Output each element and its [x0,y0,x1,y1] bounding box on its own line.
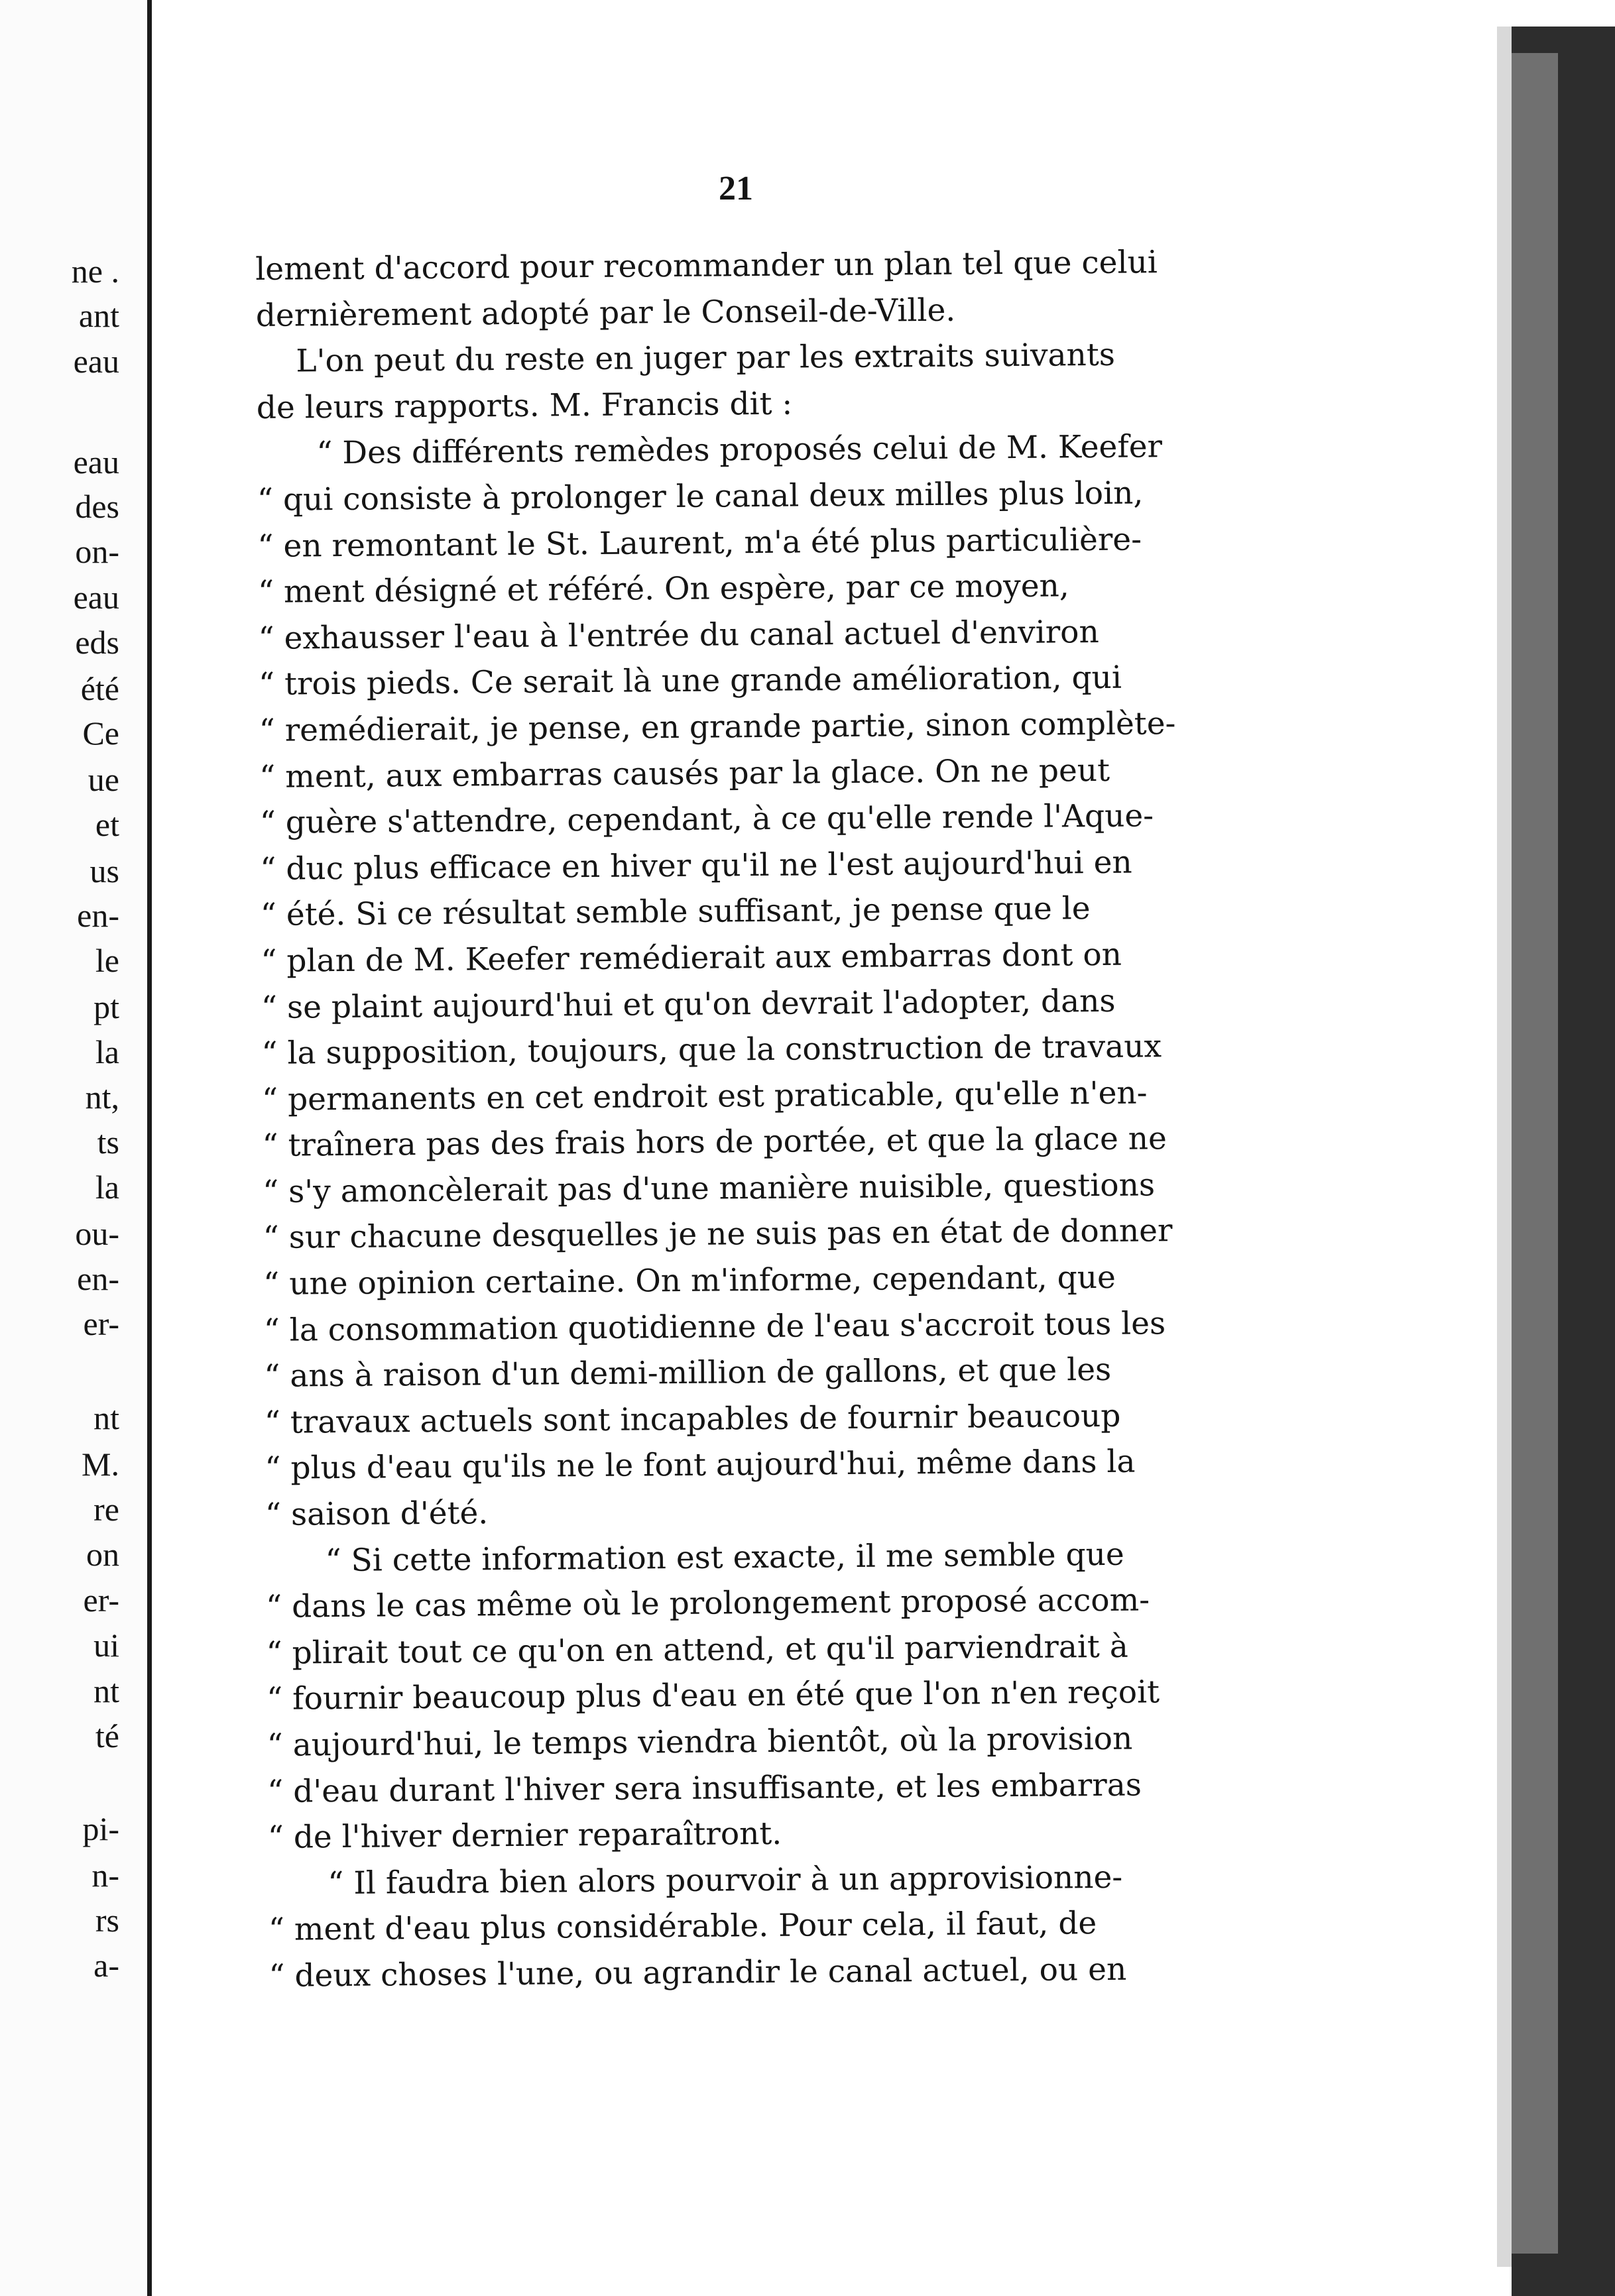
left-page-fragment: ou- [75,1215,119,1252]
text-line: “ ans à raison d'un demi-million de gallons, et que les [264,1351,1112,1395]
left-page-fragment: des [75,488,119,525]
left-page-fragment: er- [83,1581,119,1619]
text-line: “ la supposition, toujours, que la construction de travaux [261,1028,1162,1072]
left-page-fragment: er- [83,1305,119,1342]
text-line: “ travaux actuels sont incapables de fournir beaucoup [264,1397,1121,1441]
text-line: “ se plaint aujourd'hui et qu'on devrait l'adopter, dans [261,982,1116,1026]
left-page-fragment: été [80,670,119,707]
left-page-fragment: eds [75,624,119,661]
left-page-fragment: en- [77,897,119,934]
text-line: “ dans le cas même où le prolongement proposé accom- [265,1581,1150,1626]
text-line: “ plirait tout ce qu'on en attend, et qu'il parviendrait à [266,1628,1128,1672]
left-page-fragment: rs [95,1902,119,1939]
scan-grey-border [1512,53,1558,2254]
left-page-fragment: ue [88,761,119,798]
page-edge-shadow [1497,27,1512,2267]
text-line: “ plan de M. Keefer remédierait aux embarras dont on [261,936,1122,980]
text-line: “ deux choses l'une, ou agrandir le canal actuel, ou en [269,1951,1127,1994]
left-page-fragment: a- [93,1947,119,1984]
left-page-fragment: en- [77,1260,119,1297]
text-line: de leurs rapports. M. Francis dit : [256,385,793,426]
left-page-fragment: eau [73,343,119,380]
left-page-fragment: la [95,1169,119,1206]
page-number: 21 [719,170,753,207]
left-page-fragment: M. [82,1446,119,1483]
text-line: “ trois pieds. Ce serait là une grande amélioration, qui [258,660,1122,703]
left-page-fragment: la [95,1033,119,1070]
text-line: “ Il faudra bien alors pourvoir à un approvisionne- [328,1859,1123,1902]
left-page-fragment: pt [93,988,119,1025]
text-line: “ ment, aux embarras causés par la glace. On ne peut [259,752,1110,795]
text-line: “ qui consiste à prolonger le canal deux milles plus loin, [257,475,1144,518]
text-line: “ une opinion certaine. On m'informe, cependant, que [263,1259,1116,1303]
left-page-fragment: ne . [71,253,119,290]
text-line: “ guère s'attendre, cependant, à ce qu'elle rende l'Aque- [259,797,1154,842]
left-page-fragment: le [95,942,119,979]
left-page-fragment: ts [97,1123,119,1161]
left-page-fragment: pi- [82,1810,119,1847]
left-page-fragment: et [95,806,119,843]
left-page-fragment: eau [73,443,119,481]
text-line: “ la consommation quotidienne de l'eau s'accroit tous les [263,1304,1166,1349]
text-line: dernièrement adopté par le Conseil-de-Ville. [255,292,956,334]
text-line: “ sur chacune desquelles je ne suis pas en état de donner [263,1212,1173,1257]
left-page-fragments [0,0,133,2296]
left-page-strip [0,0,152,2296]
text-line: “ de l'hiver dernier reparaîtront. [267,1815,782,1857]
text-line: “ duc plus efficace en hiver qu'il ne l'est aujourd'hui en [260,844,1132,888]
text-line: “ exhausser l'eau à l'entrée du canal actuel d'environ [258,613,1099,657]
left-page-fragment: nt [93,1672,119,1709]
text-line: “ Des différents remèdes proposés celui de M. Keefer [316,428,1163,472]
text-line: “ aujourd'hui, le temps viendra bientôt, où la provision [267,1720,1133,1764]
text-line: “ ment désigné et référé. On espère, par ce moyen, [257,567,1069,611]
text-line: “ d'eau durant l'hiver sera insuffisante, et les embarras [267,1766,1142,1810]
left-page-fragment: n- [91,1857,119,1894]
left-page-fragment: ant [78,297,119,334]
text-line: “ été. Si ce résultat semble suffisant, je pense que le [260,890,1091,934]
left-page-fragment: Ce [82,715,119,752]
text-line: “ traînera pas des frais hors de portée, et que la glace ne [262,1120,1167,1165]
left-page-fragment: on [86,1536,119,1573]
left-page-fragment: eau [73,579,119,616]
left-page-fragment: us [90,852,119,890]
left-page-fragment: ui [93,1627,119,1664]
text-line: lement d'accord pour recommander un plan tel que celui [255,244,1158,288]
left-page-fragment: on- [75,533,119,570]
text-line: “ saison d'été. [265,1495,489,1533]
left-page-fragment: nt [93,1399,119,1436]
text-line: “ plus d'eau qu'ils ne le font aujourd'hui, même dans la [265,1444,1136,1487]
text-line: “ ment d'eau plus considérable. Pour cela, il faut, de [268,1905,1097,1949]
text-line: “ fournir beaucoup plus d'eau en été que l'on n'en reçoit [266,1674,1160,1718]
left-page-fragment: re [93,1491,119,1528]
text-line: “ remédierait, je pense, en grande partie, sinon complète- [259,705,1176,749]
body-text [255,239,1250,1999]
text-line: L'on peut du reste en juger par les extraits suivants [296,337,1116,380]
text-line: “ en remontant le St. Laurent, m'a été plus particulière- [257,521,1142,565]
text-line: “ Si cette information est exacte, il me semble que [325,1536,1124,1579]
text-line: “ permanents en cet endroit est praticable, qu'elle n'en- [261,1074,1148,1118]
left-page-fragment: nt, [85,1078,119,1116]
left-page-fragment: té [95,1717,119,1754]
text-line: “ s'y amoncèlerait pas d'une manière nuisible, questions [262,1167,1156,1210]
